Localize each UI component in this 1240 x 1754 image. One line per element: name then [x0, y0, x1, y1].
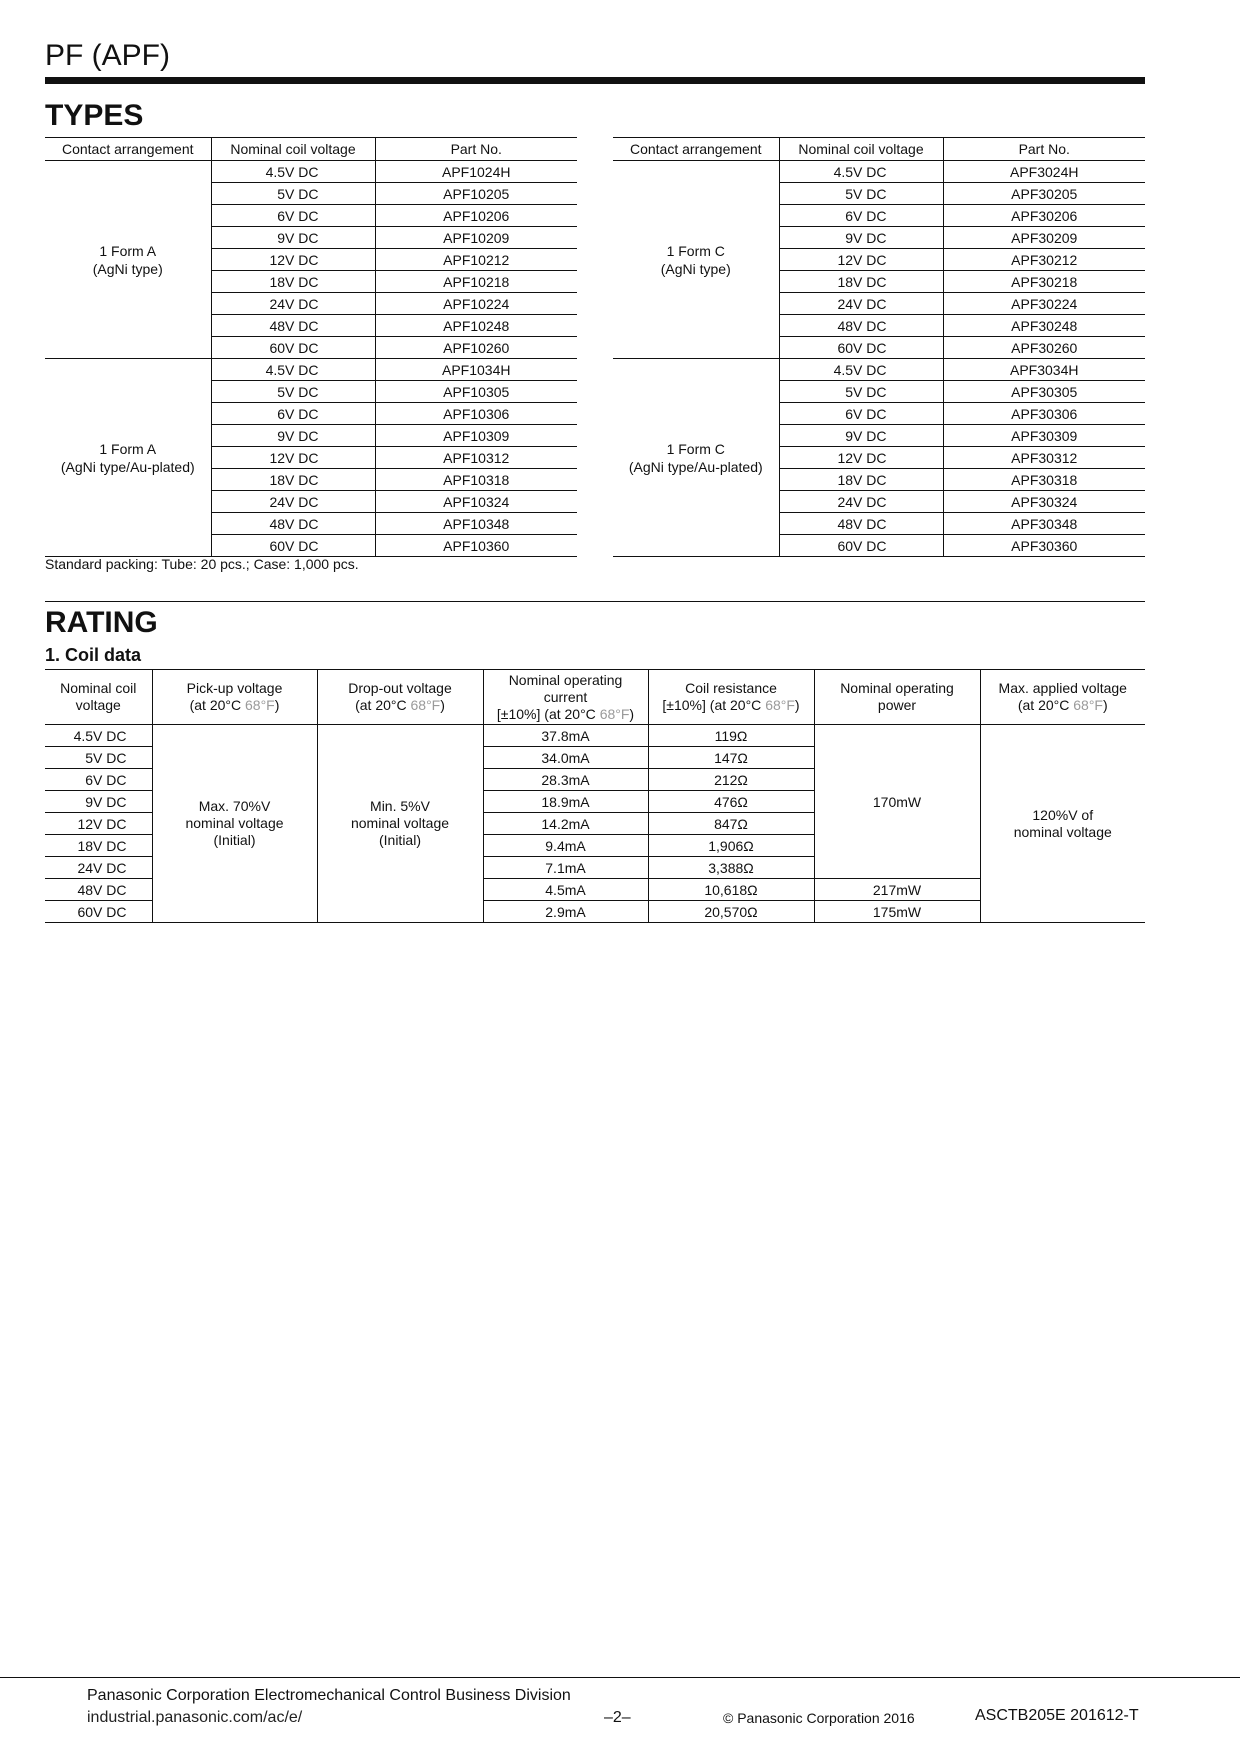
nominal-coil-voltage-cell: 24V DC	[779, 293, 943, 315]
copyright: © Panasonic Corporation 2016	[723, 1710, 915, 1726]
footer-url[interactable]: industrial.panasonic.com/ac/e/	[87, 1709, 303, 1726]
fahrenheit-note: 68°F	[245, 697, 275, 713]
cell-line: 120%V of	[1032, 806, 1094, 823]
pickup-voltage-cell	[152, 725, 317, 923]
types-row	[613, 359, 1145, 381]
coil-resistance-cell: 147Ω	[648, 747, 814, 769]
part-number-cell: APF30324	[943, 491, 1145, 513]
contact-arrangement-line: 1 Form C	[666, 440, 725, 457]
rating-heading: RATING	[45, 606, 158, 639]
operating-current-cell: 28.3mA	[483, 769, 648, 791]
header-line: Nominal operating	[840, 680, 954, 696]
types-row	[613, 161, 1145, 183]
part-number-cell: APF30348	[943, 513, 1145, 535]
nominal-coil-voltage-cell: 9V DC	[211, 227, 375, 249]
header-line: Coil resistance	[685, 680, 777, 696]
nominal-coil-voltage-cell: 48V DC	[779, 513, 943, 535]
nominal-coil-voltage-cell: 24V DC	[211, 293, 375, 315]
header-line: current	[543, 688, 588, 705]
fahrenheit-note: 68°F	[765, 697, 795, 713]
nominal-voltage-cell: 60V DC	[45, 901, 152, 923]
nominal-coil-voltage-cell: 6V DC	[779, 403, 943, 425]
part-number-cell: APF10360	[375, 535, 577, 557]
coil-data-subheading: 1. Coil data	[45, 645, 142, 665]
document-title: PF (APF)	[45, 39, 170, 72]
contact-arrangement-line: 1 Form A	[99, 242, 157, 259]
operating-power-cell: 175mW	[814, 901, 980, 923]
cell-line: nominal voltage	[350, 815, 450, 831]
types-table-form-a	[45, 137, 577, 557]
packing-note: Standard packing: Tube: 20 pcs.; Case: 1,000 pcs.	[45, 556, 359, 572]
header-line: Drop-out voltage	[348, 680, 452, 696]
contact-arrangement-line: (AgNi type)	[660, 260, 731, 277]
part-number-cell: APF30212	[943, 249, 1145, 271]
operating-current-cell: 14.2mA	[483, 813, 648, 835]
part-number-cell: APF10212	[375, 249, 577, 271]
nominal-coil-voltage-cell: 12V DC	[779, 447, 943, 469]
header-line: Max. applied voltage	[998, 680, 1127, 696]
nominal-coil-voltage-cell: 48V DC	[779, 315, 943, 337]
header-prefix: (at 20°C	[189, 697, 245, 713]
nominal-coil-voltage-cell: 60V DC	[779, 337, 943, 359]
part-number-cell: APF30309	[943, 425, 1145, 447]
cell-line: (Initial)	[378, 832, 421, 848]
document-code: ASCTB205E 201612-T	[975, 1707, 1139, 1724]
nominal-coil-voltage-cell: 60V DC	[779, 535, 943, 557]
col-operating-current	[483, 670, 648, 725]
operating-current-cell: 34.0mA	[483, 747, 648, 769]
section-rule	[45, 601, 1145, 602]
header-prefix: (at 20°C	[1017, 697, 1074, 713]
nominal-voltage-cell: 12V DC	[45, 813, 152, 835]
part-number-cell: APF10309	[375, 425, 577, 447]
coil-resistance-cell: 212Ω	[648, 769, 814, 791]
nominal-coil-voltage-cell: 60V DC	[211, 535, 375, 557]
max-applied-voltage-cell	[980, 725, 1145, 923]
cell-line: Max. 70%V	[198, 798, 271, 814]
part-number-cell: APF10218	[375, 271, 577, 293]
contact-arrangement-line: (AgNi type/Au-plated)	[628, 458, 763, 475]
contact-arrangement-line: (AgNi type)	[92, 260, 163, 277]
operating-power-cell: 170mW	[814, 725, 980, 879]
part-number-cell: APF10312	[375, 447, 577, 469]
header-suffix: )	[1102, 697, 1108, 713]
contact-arrangement-line: 1 Form C	[666, 242, 725, 259]
col-operating-power	[814, 670, 980, 725]
nominal-coil-voltage-cell: 5V DC	[211, 183, 375, 205]
coil-header-row	[45, 670, 1145, 725]
nominal-coil-voltage-cell: 5V DC	[779, 183, 943, 205]
col-coil-resistance	[648, 670, 814, 725]
footer-rule	[0, 1677, 1240, 1678]
header-line: Nominal coil	[60, 680, 137, 696]
part-number-cell: APF10305	[375, 381, 577, 403]
part-number-cell: APF30206	[943, 205, 1145, 227]
part-number-cell: APF3024H	[943, 161, 1145, 183]
part-number-cell: APF30260	[943, 337, 1145, 359]
nominal-coil-voltage-cell: 24V DC	[211, 491, 375, 513]
col-part-no: Part No.	[375, 138, 577, 161]
header-prefix: [±10%] (at 20°C	[662, 697, 766, 713]
coil-resistance-cell: 20,570Ω	[648, 901, 814, 923]
col-dropout-voltage	[317, 670, 483, 725]
nominal-voltage-cell: 24V DC	[45, 857, 152, 879]
part-number-cell: APF30318	[943, 469, 1145, 491]
part-number-cell: APF30248	[943, 315, 1145, 337]
fahrenheit-note: 68°F	[410, 697, 441, 713]
part-number-cell: APF30306	[943, 403, 1145, 425]
col-pickup-voltage	[152, 670, 317, 725]
operating-current-cell: 7.1mA	[483, 857, 648, 879]
nominal-voltage-cell: 4.5V DC	[45, 725, 152, 747]
contact-arrangement-cell	[45, 359, 211, 557]
nominal-coil-voltage-cell: 9V DC	[211, 425, 375, 447]
nominal-coil-voltage-cell: 4.5V DC	[211, 359, 375, 381]
types-row	[45, 359, 577, 381]
part-number-cell: APF10205	[375, 183, 577, 205]
coil-row	[45, 725, 1145, 747]
nominal-coil-voltage-cell: 18V DC	[211, 469, 375, 491]
part-number-cell: APF1034H	[375, 359, 577, 381]
contact-arrangement-line: (AgNi type/Au-plated)	[60, 458, 195, 475]
nominal-coil-voltage-cell: 18V DC	[779, 469, 943, 491]
nominal-coil-voltage-cell: 6V DC	[779, 205, 943, 227]
coil-resistance-cell: 10,618Ω	[648, 879, 814, 901]
nominal-coil-voltage-cell: 4.5V DC	[779, 359, 943, 381]
nominal-coil-voltage-cell: 9V DC	[779, 227, 943, 249]
types-row	[45, 161, 577, 183]
coil-resistance-cell: 1,906Ω	[648, 835, 814, 857]
operating-current-cell: 9.4mA	[483, 835, 648, 857]
col-nominal-coil-voltage: Nominal coil voltage	[211, 138, 375, 161]
part-number-cell: APF30360	[943, 535, 1145, 557]
header-suffix: )	[274, 697, 280, 713]
nominal-coil-voltage-cell: 18V DC	[779, 271, 943, 293]
header-suffix: )	[629, 705, 635, 722]
header-line: Nominal operating	[508, 671, 623, 688]
part-number-cell: APF10306	[375, 403, 577, 425]
header-suffix: )	[794, 697, 800, 713]
types-table-form-c	[613, 137, 1145, 557]
title-rule	[45, 77, 1145, 84]
nominal-voltage-cell: 18V DC	[45, 835, 152, 857]
coil-data-table	[45, 669, 1145, 923]
header-line: Pick-up voltage	[186, 680, 283, 696]
part-number-cell: APF3034H	[943, 359, 1145, 381]
part-number-cell: APF10206	[375, 205, 577, 227]
header-prefix: (at 20°C	[355, 697, 411, 713]
operating-current-cell: 18.9mA	[483, 791, 648, 813]
nominal-coil-voltage-cell: 6V DC	[211, 403, 375, 425]
part-number-cell: APF30312	[943, 447, 1145, 469]
nominal-coil-voltage-cell: 4.5V DC	[211, 161, 375, 183]
types-header-row	[613, 138, 1145, 161]
part-number-cell: APF30218	[943, 271, 1145, 293]
nominal-voltage-cell: 5V DC	[45, 747, 152, 769]
cell-line: Min. 5%V	[370, 798, 430, 814]
types-header-row	[45, 138, 577, 161]
coil-resistance-cell: 3,388Ω	[648, 857, 814, 879]
header-prefix: [±10%] (at 20°C	[496, 705, 600, 722]
nominal-coil-voltage-cell: 4.5V DC	[779, 161, 943, 183]
nominal-coil-voltage-cell: 48V DC	[211, 513, 375, 535]
col-max-applied-voltage	[980, 670, 1145, 725]
coil-resistance-cell: 119Ω	[648, 725, 814, 747]
part-number-cell: APF10224	[375, 293, 577, 315]
cell-line: (Initial)	[213, 832, 256, 848]
part-number-cell: APF30205	[943, 183, 1145, 205]
nominal-coil-voltage-cell: 12V DC	[211, 249, 375, 271]
col-part-no: Part No.	[943, 138, 1145, 161]
part-number-cell: APF30209	[943, 227, 1145, 249]
part-number-cell: APF10209	[375, 227, 577, 249]
fahrenheit-note: 68°F	[599, 705, 630, 722]
col-nominal-coil-voltage: Nominal coil voltage	[779, 138, 943, 161]
nominal-coil-voltage-cell: 12V DC	[211, 447, 375, 469]
header-line: power	[877, 697, 917, 713]
operating-current-cell: 2.9mA	[483, 901, 648, 923]
col-contact-arrangement: Contact arrangement	[45, 138, 211, 161]
nominal-voltage-cell: 48V DC	[45, 879, 152, 901]
nominal-coil-voltage-cell: 24V DC	[779, 491, 943, 513]
part-number-cell: APF1024H	[375, 161, 577, 183]
part-number-cell: APF10348	[375, 513, 577, 535]
part-number-cell: APF30305	[943, 381, 1145, 403]
cell-line: nominal voltage	[185, 815, 284, 831]
col-nominal-coil-voltage	[45, 670, 152, 725]
operating-current-cell: 4.5mA	[483, 879, 648, 901]
col-contact-arrangement: Contact arrangement	[613, 138, 779, 161]
nominal-coil-voltage-cell: 6V DC	[211, 205, 375, 227]
part-number-cell: APF10318	[375, 469, 577, 491]
header-line: voltage	[75, 697, 121, 713]
page-number: –2–	[604, 1709, 631, 1726]
nominal-voltage-cell: 9V DC	[45, 791, 152, 813]
footer-company: Panasonic Corporation Electromechanical Control Business Division	[87, 1687, 571, 1704]
part-number-cell: APF30224	[943, 293, 1145, 315]
nominal-voltage-cell: 6V DC	[45, 769, 152, 791]
nominal-coil-voltage-cell: 60V DC	[211, 337, 375, 359]
nominal-coil-voltage-cell: 12V DC	[779, 249, 943, 271]
nominal-coil-voltage-cell: 48V DC	[211, 315, 375, 337]
operating-power-cell: 217mW	[814, 879, 980, 901]
nominal-coil-voltage-cell: 18V DC	[211, 271, 375, 293]
types-heading: TYPES	[45, 99, 144, 132]
cell-line: nominal voltage	[1013, 823, 1112, 840]
contact-arrangement-cell	[613, 359, 779, 557]
part-number-cell: APF10260	[375, 337, 577, 359]
part-number-cell: APF10248	[375, 315, 577, 337]
fahrenheit-note: 68°F	[1073, 697, 1103, 713]
operating-current-cell: 37.8mA	[483, 725, 648, 747]
contact-arrangement-line: 1 Form A	[99, 440, 157, 457]
coil-resistance-cell: 476Ω	[648, 791, 814, 813]
contact-arrangement-cell	[613, 161, 779, 359]
nominal-coil-voltage-cell: 9V DC	[779, 425, 943, 447]
nominal-coil-voltage-cell: 5V DC	[779, 381, 943, 403]
contact-arrangement-cell	[45, 161, 211, 359]
coil-resistance-cell: 847Ω	[648, 813, 814, 835]
nominal-coil-voltage-cell: 5V DC	[211, 381, 375, 403]
header-suffix: )	[440, 697, 445, 713]
part-number-cell: APF10324	[375, 491, 577, 513]
dropout-voltage-cell	[317, 725, 483, 923]
